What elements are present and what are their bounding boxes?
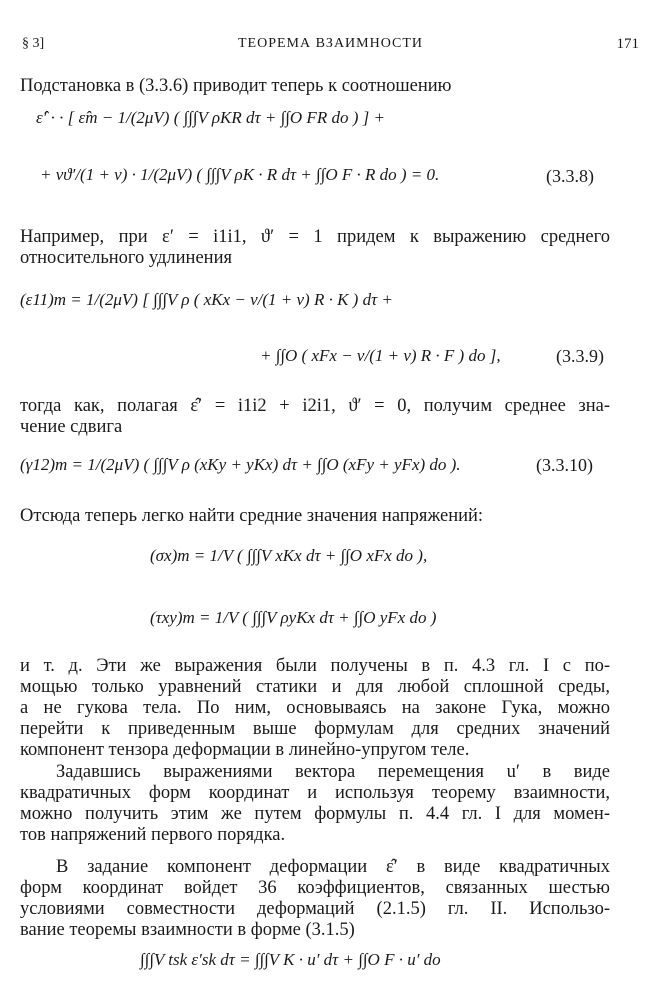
paragraph-stresses: Отсюда теперь легко найти средние значения напряжений:: [20, 506, 484, 526]
running-title: ТЕОРЕМА ВЗАИМНОСТИ: [237, 36, 424, 51]
paragraph-7-line-2: форм координат войдет 36 коэффициентов, связанных шестью: [20, 878, 610, 898]
equation-sigma-x: (σx)m = 1/V ( ∫∫∫V xKx dτ + ∫∫O xFx do ),: [150, 546, 428, 565]
paragraph-5-line-4: перейти к приведенным выше формулам для средних значений: [20, 719, 610, 739]
paragraph-7-line-4: вание теоремы взаимности в форме (3.1.5): [20, 920, 355, 940]
equation-number-3-3-8: (3.3.8): [546, 166, 594, 186]
equation-3-3-10: (γ12)m = 1/(2μV) ( ∫∫∫V ρ (xKy + yKx) dτ + ∫∫O (xFy + yFx) do ).: [20, 455, 461, 474]
equation-3-3-9-line-2: + ∫∫O ( xFx − ν/(1 + ν) R · F ) do ],: [260, 346, 501, 365]
paragraph-example-line-2: относительного удлинения: [20, 248, 232, 268]
paragraph-7-line-3: условиями совместности деформаций (2.1.5) гл. II. Использо-: [20, 899, 610, 919]
equation-3-3-8-line-2: + νϑ′/(1 + ν) · 1/(2μV) ( ∫∫∫V ρK · R dτ + ∫∫O F · R do ) = 0.: [40, 165, 440, 184]
paragraph-5-line-2: мощью только уравнений статики и для любой сплошной среды,: [20, 677, 610, 697]
paragraph-shear-line-1: тогда как, полагая ε̂′ = i1i2 + i2i1, ϑ′ = 0, получим среднее зна-: [20, 396, 610, 416]
paragraph-example-line-1: Например, при ε′ = i1i1, ϑ′ = 1 придем к выражению среднего: [20, 227, 610, 247]
paragraph-5-line-5: компонент тензора деформации в линейно-упругом теле.: [20, 740, 470, 760]
paragraph-6-line-2: квадратичных форм координат и используя теорему взаимности,: [20, 783, 610, 803]
paragraph-6-line-1: Задавшись выражениями вектора перемещения u′ в виде: [56, 762, 610, 782]
equation-number-3-3-10: (3.3.10): [536, 455, 593, 475]
equation-reciprocity: ∫∫∫V tsk ε′sk dτ = ∫∫∫V K · u′ dτ + ∫∫O F · u′ do: [140, 950, 441, 969]
paragraph-intro: Подстановка в (3.3.6) приводит теперь к соотношению: [20, 76, 452, 96]
equation-number-3-3-9: (3.3.9): [556, 346, 604, 366]
section-number: § 3]: [22, 36, 45, 51]
paragraph-7-line-1: В задание компонент деформации ε̂′ в виде квадратичных: [56, 857, 610, 877]
page-number: 171: [616, 36, 639, 52]
paragraph-5-line-1: и т. д. Эти же выражения были получены в п. 4.3 гл. I с по-: [20, 656, 610, 676]
equation-tau-xy: (τxy)m = 1/V ( ∫∫∫V ρyKx dτ + ∫∫O yFx do ): [150, 608, 437, 627]
equation-3-3-9-line-1: (ε11)m = 1/(2μV) [ ∫∫∫V ρ ( xKx − ν/(1 + ν) R · K ) dτ +: [20, 290, 393, 309]
paragraph-shear-line-2: чение сдвига: [20, 417, 123, 437]
paragraph-5-line-3: а не гукова тела. По ним, основываясь на законе Гука, можно: [20, 698, 610, 718]
equation-3-3-8-line-1: ε̂′ · · [ ε̂m − 1/(2μV) ( ∫∫∫V ρKR dτ + ∫∫O FR do ) ] +: [36, 108, 385, 127]
paragraph-6-line-4: тов напряжений первого порядка.: [20, 825, 286, 845]
paragraph-6-line-3: можно получить этим же путем формулы п. 4.4 гл. I для момен-: [20, 804, 610, 824]
running-header: [22, 36, 639, 56]
